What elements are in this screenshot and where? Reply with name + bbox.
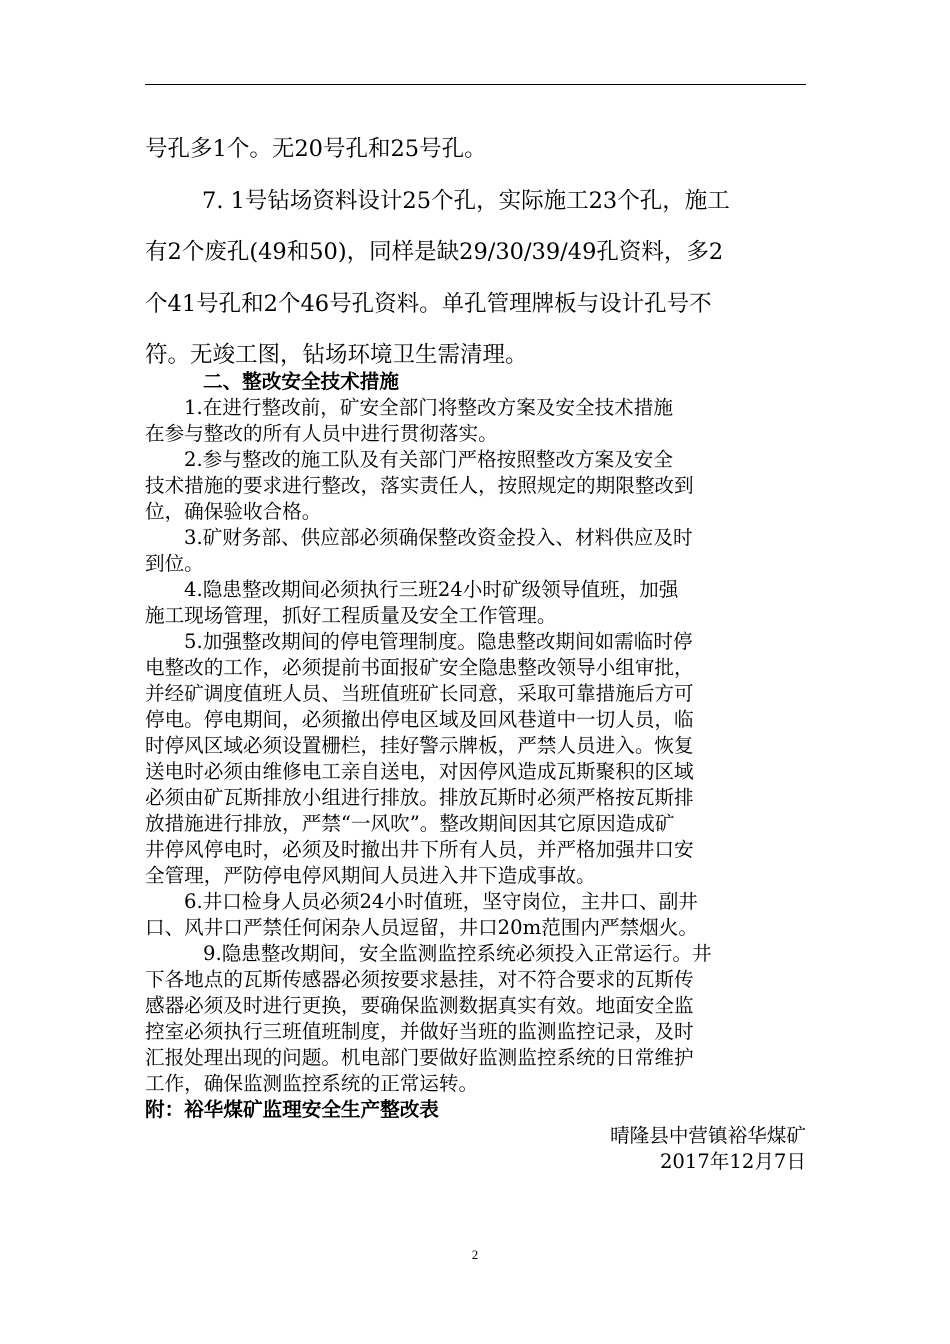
measure-line: 井停风停电时，必须及时撤出井下所有人员，并严格加强井口安 <box>145 838 694 861</box>
measure-line: 口、风井口严禁任何闲杂人员逗留，井口20m范围内严禁烟火。 <box>145 916 698 939</box>
measure-line: 感器必须及时进行更换，要确保监测数据真实有效。地面安全监 <box>145 994 694 1017</box>
measure-line: 送电时必须由维修电工亲自送电，对因停风造成瓦斯聚积的区域 <box>145 760 694 783</box>
attachment-note: 附：裕华煤矿监理安全生产整改表 <box>145 1098 439 1121</box>
measure-line: 电整改的工作，必须提前书面报矿安全隐患整改领导小组审批， <box>145 656 694 679</box>
measure-line: 在参与整改的所有人员中进行贯彻落实。 <box>145 422 498 445</box>
measure-line: 工作，确保监测监控系统的正常运转。 <box>145 1072 479 1095</box>
findings-line: 有2个废孔(49和50)，同样是缺29/30/39/49孔资料，多2 <box>145 239 724 265</box>
measure-line: 到位。 <box>145 552 204 575</box>
measure-line: 必须由矿瓦斯排放小组进行排放。排放瓦斯时必须严格按瓦斯排 <box>145 786 694 809</box>
measure-line: 汇报处理出现的问题。机电部门要做好监测监控系统的日常维护 <box>145 1046 694 1069</box>
measure-line: 全管理，严防停电停风期间人员进入井下造成事故。 <box>145 864 596 887</box>
header-rule <box>145 84 806 85</box>
measure-item-1 <box>145 395 810 447</box>
measure-item-5 <box>145 629 810 889</box>
findings-line: 个41号孔和2个46号孔资料。单孔管理牌板与设计孔号不 <box>145 290 712 317</box>
measure-line: 技术措施的要求进行整改，落实责任人，按照规定的期限整改到 <box>145 474 694 497</box>
signature-date: 2017年12月7日 <box>659 1150 806 1173</box>
signature-org: 晴隆县中营镇裕华煤矿 <box>610 1124 806 1147</box>
measure-line: 停电。停电期间，必须撤出停电区域及回风巷道中一切人员，临 <box>145 708 694 731</box>
measure-item-6 <box>145 889 810 941</box>
measure-line: 9.隐患整改期间，安全监测监控系统必须投入正常运行。井 <box>203 942 712 965</box>
continued-findings <box>145 124 811 382</box>
findings-item-7-line: 7. 1号钻场资料设计25个孔，实际施工23个孔，施工 <box>202 187 730 214</box>
measure-line: 6.井口检身人员必须24小时值班，坚守岗位，主井口、副井 <box>184 890 698 913</box>
page-number: 2 <box>471 1247 479 1262</box>
findings-line: 符。无竣工图，钻场环境卫生需清理。 <box>145 342 528 368</box>
measure-line: 2.参与整改的施工队及有关部门严格按照整改方案及安全 <box>184 448 673 471</box>
measure-line: 4.隐患整改期间必须执行三班24小时矿级领导值班，加强 <box>184 578 679 601</box>
measure-line: 时停风区域必须设置栅栏，挂好警示牌板，严禁人员进入。恢复 <box>145 734 694 757</box>
measure-line: 3.矿财务部、供应部必须确保整改资金投入、材料供应及时 <box>184 526 693 549</box>
measure-line: 并经矿调度值班人员、当班值班矿长同意，采取可靠措施后方可 <box>145 682 694 705</box>
measure-line: 控室必须执行三班值班制度，并做好当班的监测监控记录，及时 <box>145 1020 694 1043</box>
measure-item-4 <box>145 577 810 629</box>
measure-line: 放措施进行排放，严禁“一风吹”。整改期间因其它原因造成矿 <box>145 812 675 835</box>
measure-line: 位，确保验收合格。 <box>145 500 322 523</box>
measure-line: 5.加强整改期间的停电管理制度。隐患整改期间如需临时停 <box>184 630 693 653</box>
measure-line: 1.在进行整改前，矿安全部门将整改方案及安全技术措施 <box>184 396 673 419</box>
measure-item-2 <box>145 447 810 525</box>
section-title: 二、整改安全技术措施 <box>203 370 399 393</box>
rectification-measures-section <box>145 369 810 1175</box>
measure-item-9 <box>145 941 810 1097</box>
findings-line: 号孔多1个。无20号孔和25号孔。 <box>145 136 487 162</box>
measure-line: 施工现场管理，抓好工程质量及安全工作管理。 <box>145 604 557 627</box>
measure-line: 下各地点的瓦斯传感器必须按要求悬挂，对不符合要求的瓦斯传 <box>145 968 694 991</box>
measure-item-3 <box>145 525 810 577</box>
